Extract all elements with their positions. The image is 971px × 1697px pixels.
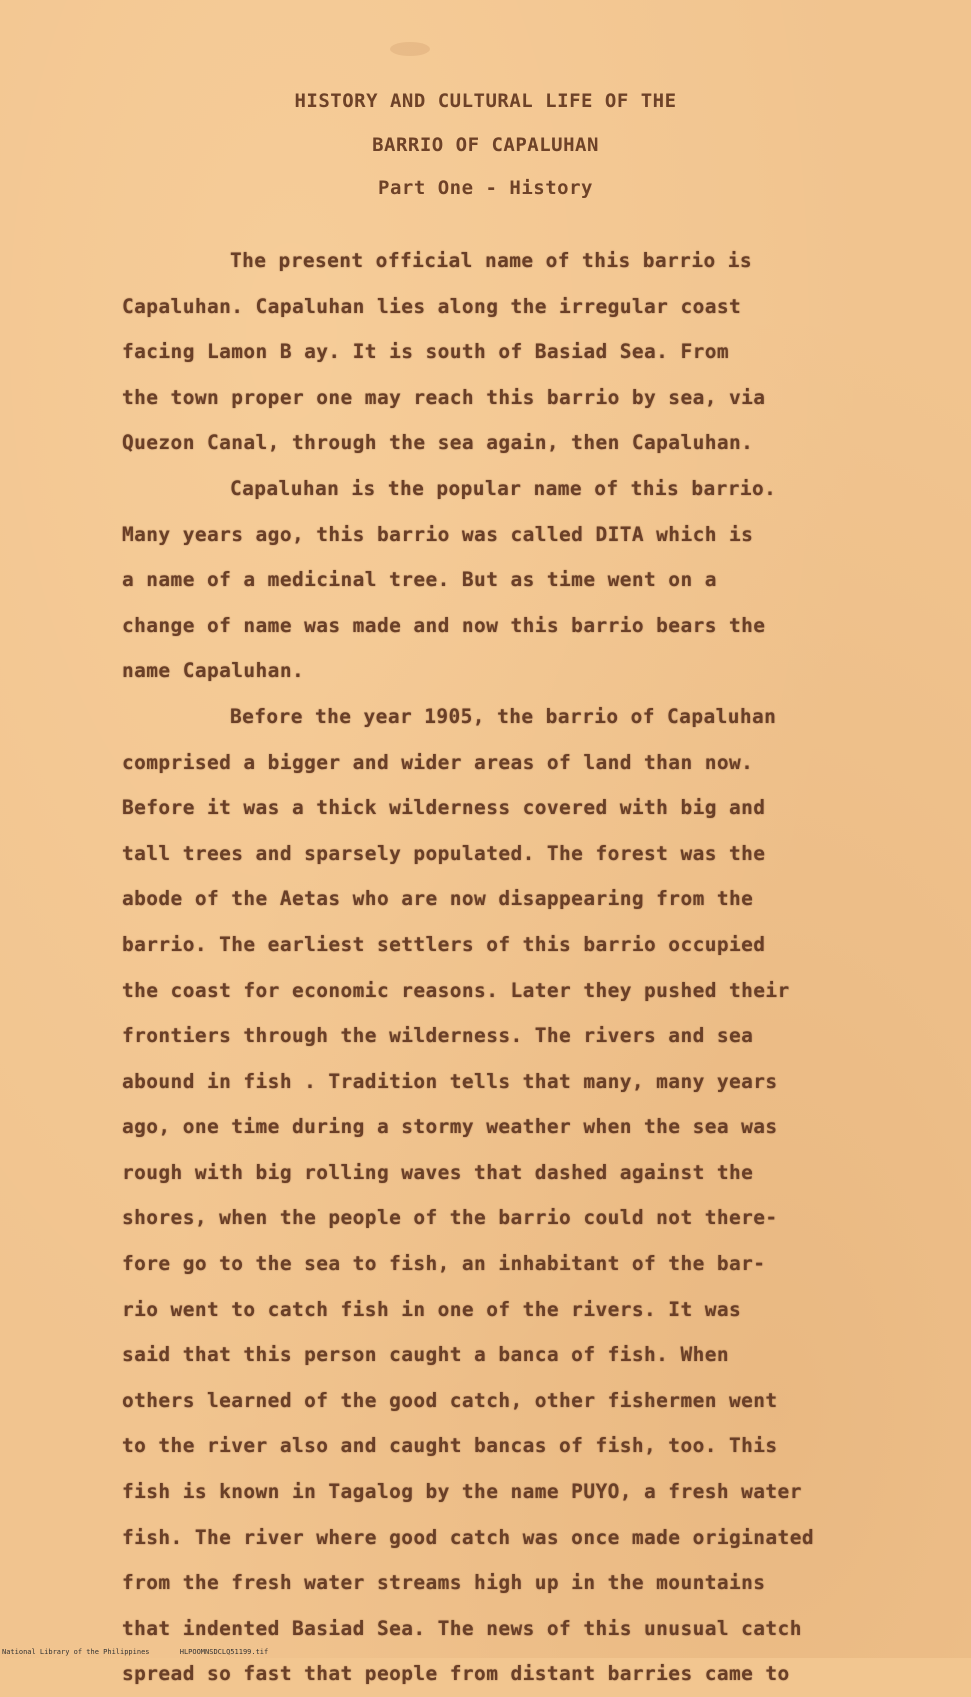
text-line: the town proper one may reach this barrio by sea, via xyxy=(122,385,766,409)
title-line-2: BARRIO OF CAPALUHAN xyxy=(372,134,599,156)
text-line: fish is known in Tagalog by the name PUYO, a fresh water xyxy=(122,1480,802,1504)
text-line: Before it was a thick wilderness covered with big and xyxy=(122,796,766,820)
text-line: said that this person caught a banca of fish. When xyxy=(122,1343,729,1367)
text-line: from the fresh water streams high up in the mountains xyxy=(122,1571,766,1595)
paragraph-3 xyxy=(122,694,862,1697)
text-line: the coast for economic reasons. Later they pushed their xyxy=(122,978,790,1002)
text-line: abode of the Aetas who are now disappearing from the xyxy=(122,887,754,911)
text-line: The present official name of this barrio is xyxy=(230,249,753,272)
text-line: a name of a medicinal tree. But as time went on a xyxy=(122,568,717,592)
title-line-1: HISTORY AND CULTURAL LIFE OF THE xyxy=(294,90,677,112)
text-line: fore go to the sea to fish, an inhabitant of the bar- xyxy=(122,1252,766,1276)
text-line: Before the year 1905, the barrio of Capaluhan xyxy=(230,704,777,728)
text-line: Many years ago, this barrio was called DITA which is xyxy=(122,522,754,546)
footer-source: National Library of the Philippines xyxy=(2,1648,150,1656)
text-line: fish. The river where good catch was once made originated xyxy=(122,1525,814,1549)
text-line: facing Lamon B ay. It is south of Basiad Sea. From xyxy=(122,340,729,364)
text-line: comprised a bigger and wider areas of land than now. xyxy=(122,750,754,774)
paragraph-1 xyxy=(122,238,862,466)
text-line: Capaluhan. Capaluhan lies along the irregular coast xyxy=(122,294,742,318)
text-line: that indented Basiad Sea. The news of this unusual catch xyxy=(122,1616,802,1640)
text-line: name Capaluhan. xyxy=(122,659,305,683)
text-line: change of name was made and now this barrio bears the xyxy=(122,613,766,637)
text-line: Quezon Canal, through the sea again, then Capaluhan. xyxy=(122,431,754,455)
text-line: frontiers through the wilderness. The rivers and sea xyxy=(122,1024,754,1048)
text-line: spread so fast that people from distant barries came to xyxy=(122,1662,790,1686)
text-line: Capaluhan is the popular name of this barrio. xyxy=(230,476,777,500)
document-body xyxy=(122,238,862,1697)
text-line: to the river also and caught bancas of fish, too. This xyxy=(122,1434,778,1458)
scan-footer xyxy=(2,1648,294,1656)
section-heading: Part One - History xyxy=(378,177,593,199)
text-line: ago, one time during a stormy weather when the sea was xyxy=(122,1115,778,1139)
text-line: abound in fish . Tradition tells that many, many years xyxy=(122,1069,778,1093)
paragraph-2 xyxy=(122,466,862,694)
text-line: barrio. The earliest settlers of this barrio occupied xyxy=(122,932,766,956)
text-line: tall trees and sparsely populated. The forest was the xyxy=(122,841,766,865)
paper-smudge xyxy=(390,42,430,56)
text-line: rio went to catch fish in one of the rivers. It was xyxy=(122,1297,742,1321)
text-line: others learned of the good catch, other fishermen went xyxy=(122,1388,778,1412)
text-line: rough with big rolling waves that dashed against the xyxy=(122,1160,754,1184)
footer-filename: HLPOOMNSDCLQ51199.tif xyxy=(179,1648,269,1656)
text-line: shores, when the people of the barrio could not there- xyxy=(122,1206,778,1230)
